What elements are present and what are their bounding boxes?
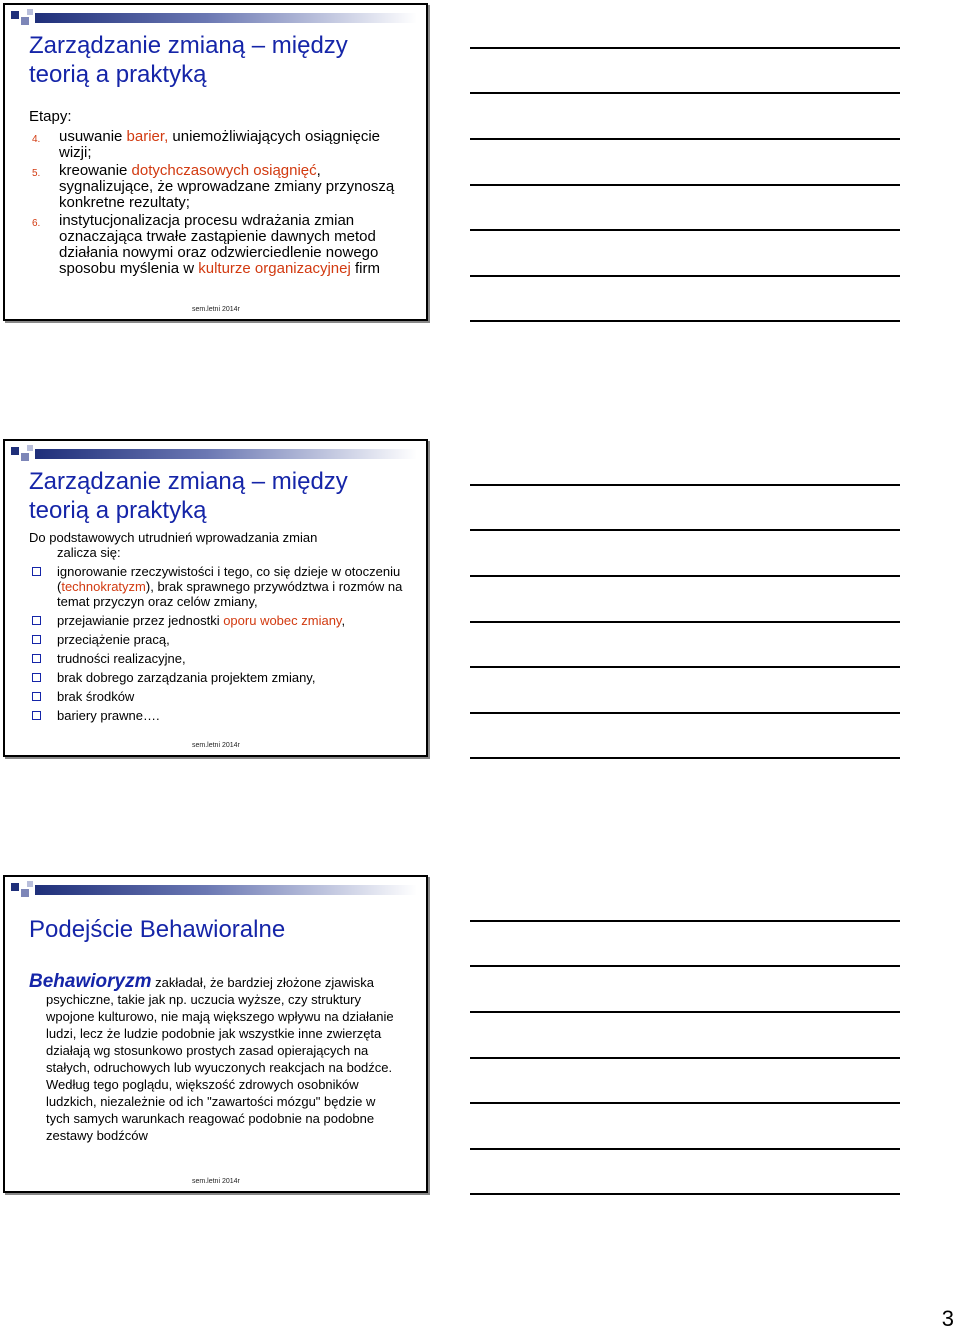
square-bullet-icon (32, 567, 41, 576)
text-segment: instytucjonalizacja procesu wdrażania zmian oznaczająca trwałe zastąpienie dawnych metod działania nowymi oraz odzwierciedlenie nowego sposobu myślenia w (59, 212, 379, 277)
list-item (29, 651, 409, 666)
slide-3 (3, 875, 428, 1193)
slide-2 (3, 439, 428, 757)
stage-item (29, 213, 409, 277)
highlighted-text: technokratyzm (61, 579, 146, 594)
slide-header-decoration (7, 7, 417, 31)
list-item (29, 708, 409, 723)
slide-title: Podejście Behawioralne (29, 916, 286, 943)
slide-title: Zarządzanie zmianą – między teorią a praktyką (29, 32, 348, 88)
square-bullet-icon (32, 654, 41, 663)
stage-number: 5. (32, 168, 41, 179)
text-segment: , (341, 613, 346, 628)
lead-term: Behawioryzm (29, 971, 152, 992)
stage-item (29, 129, 409, 161)
text-segment: usuwanie (59, 128, 127, 145)
text-segment: brak środków (57, 689, 135, 704)
slide-body (29, 973, 399, 1144)
square-bullet-icon (32, 711, 41, 720)
square-bullet-icon (32, 692, 41, 701)
text-segment: ), brak sprawnego przywództwa i rozmów na temat przyczyn oraz celów zmiany, (57, 579, 403, 609)
list-item (29, 632, 409, 647)
stage-number: 4. (32, 134, 41, 145)
highlighted-text: dotychczasowych osiągnięć (131, 162, 317, 179)
stage-item (29, 163, 409, 211)
list-item (29, 689, 409, 704)
text-segment: kreowanie (59, 162, 132, 179)
slide-header-decoration (7, 443, 417, 467)
behaviorism-paragraph: Behawioryzm zakładał, że bardziej złożone zjawiska psychiczne, takie jak np. uczucia wyższe, czy struktury wpojone kulturowo, nie mają większego wpływu na działanie ludzi, lecz że ludzie podobnie jak wszystkie inne zwierzęta działają wg stosunkowo prostych zasad opierających na stałych, odruchowych lub wyuczonych reakcjach na bodźce. Według tego poglądu, większość zdrowych osobników ludzkich, niezależnie od ich "zawartości mózgu" będzie w tych samych warunkach reagować podobnie na podobne zestawy bodźców (29, 971, 394, 1143)
slide-body (29, 109, 409, 279)
highlighted-text: kulturze organizacyjnej (198, 260, 351, 277)
text-segment: brak dobrego zarządzania projektem zmiany, (57, 670, 316, 685)
slide-1 (3, 3, 428, 321)
text-segment: trudności realizacyjne, (57, 651, 186, 666)
intro-text: Do podstawowych utrudnień wprowadzania zmian zalicza się: (29, 530, 318, 560)
text-segment: przejawianie przez jednostki (57, 613, 224, 628)
text-segment: firm (350, 260, 380, 277)
slide-body (29, 530, 409, 727)
slide-footer: sem.letni 2014r (192, 306, 240, 313)
slide-footer: sem.letni 2014r (192, 1178, 240, 1185)
stage-number: 6. (32, 218, 41, 229)
square-bullet-icon (32, 635, 41, 644)
square-bullet-icon (32, 673, 41, 682)
list-item (29, 670, 409, 685)
square-bullet-icon (32, 616, 41, 625)
page-number: 3 (941, 1306, 954, 1331)
text-segment: ignorowanie rzeczywistości i tego, co się dzieje w otoczeniu ( (57, 564, 401, 594)
text-segment: , sygnalizujące, że wprowadzane zmiany przynoszą konkretne rezultaty; (59, 162, 395, 211)
stages-heading: Etapy: (29, 108, 72, 125)
highlighted-text: barier, (126, 128, 169, 145)
slide-header-decoration (7, 879, 417, 903)
list-item (29, 564, 409, 609)
text-segment: przeciążenie pracą, (57, 632, 170, 647)
text-segment: bariery prawne…. (57, 708, 160, 723)
slide-title: Zarządzanie zmianą – między teorią a praktyką (29, 468, 348, 524)
list-item (29, 613, 409, 628)
highlighted-text: oporu wobec zmiany (223, 613, 342, 628)
text-segment: uniemożliwiających osiągnięcie wizji; (59, 128, 381, 161)
slide-footer: sem.letni 2014r (192, 742, 240, 749)
